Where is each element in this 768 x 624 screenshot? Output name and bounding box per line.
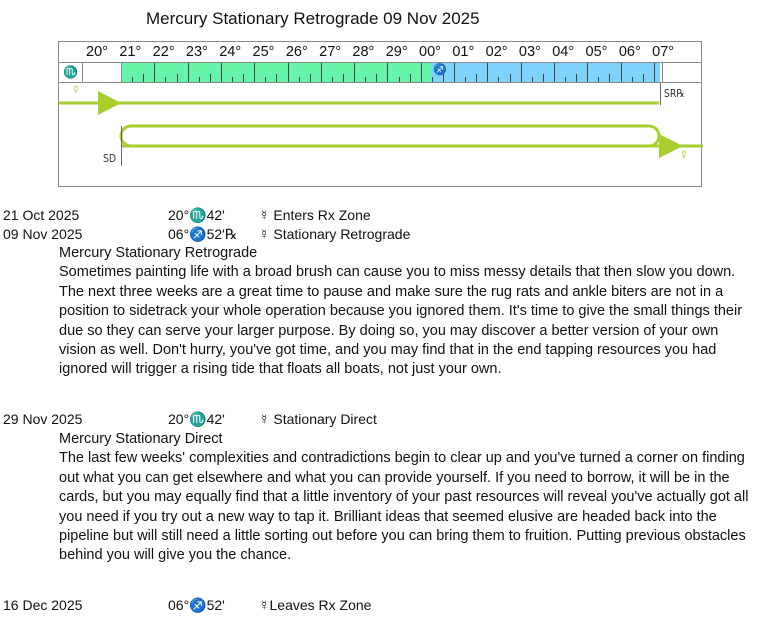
event-date: 09 Nov 2025 bbox=[3, 226, 83, 242]
degree-label: 20° bbox=[86, 44, 108, 60]
degree-label: 04° bbox=[552, 44, 575, 60]
interpretation-stationary-direct bbox=[59, 430, 759, 566]
event-position: 20°♏42' bbox=[168, 411, 225, 427]
interpretation-heading: Mercury Stationary Direct bbox=[59, 431, 223, 447]
station-retrograde-label: SR℞ bbox=[664, 87, 685, 100]
interpretation-text: Sometimes painting life with a broad brush can cause you to miss messy details that then slow you down. The next three weeks are a great time to pause and make sure the rug rats and ankle biters are not in a position to sidetrack your whole operation because you ignored them. It's time to give the small things their due so they can serve your larger purpose. By doing so, you may discover a better version of your own vision as well. Don't hurry, you've got time, and you may find that in the end tapping resources you had ignored will trigger a rising tide that floats all boats, not just your own. bbox=[59, 264, 743, 378]
scorpio-sign-icon: ♏ bbox=[59, 63, 83, 82]
interpretation-text: The last few weeks' complexities and contradictions begin to clear up and you've turned a corner on finding out what you can get elsewhere and what you can provide yourself. If you need to borrow, it will be in the cards, but you may equally find that a little inventory of your past resources will reveal you've actually got all you need if you try out a new way to tap it. Brilliant ideas that seemed elusive are headed back into the pipeline but will still need a little sorting out before you can bring them to fruition. Putting previous obstacles behind you will give you the chance. bbox=[59, 450, 749, 564]
event-position: 06°♐52'℞ bbox=[168, 226, 238, 242]
event-label: ☿ Enters Rx Zone bbox=[259, 207, 371, 223]
degree-label: 27° bbox=[319, 44, 342, 60]
sr-marker bbox=[660, 83, 661, 105]
sagittarius-sign-icon: ♐ bbox=[433, 64, 447, 76]
event-position: 06°♐52' bbox=[168, 597, 225, 613]
degree-label: 26° bbox=[285, 44, 308, 60]
degree-label: 29° bbox=[385, 44, 408, 60]
mercury-end-icon: ☿ bbox=[679, 147, 689, 162]
sd-marker bbox=[121, 126, 122, 166]
degree-label: 02° bbox=[485, 44, 508, 60]
degree-label: 07° bbox=[652, 44, 675, 60]
retrograde-chart bbox=[58, 41, 702, 187]
motion-path bbox=[59, 42, 703, 188]
event-position: 20°♏42' bbox=[168, 207, 225, 223]
degree-label: 05° bbox=[585, 44, 608, 60]
degree-label: 23° bbox=[185, 44, 208, 60]
event-date: 29 Nov 2025 bbox=[3, 411, 83, 427]
degree-label: 01° bbox=[452, 44, 475, 60]
page-title: Mercury Stationary Retrograde 09 Nov 2025 bbox=[146, 9, 480, 28]
event-date: 21 Oct 2025 bbox=[3, 207, 80, 223]
interpretation-stationary-retrograde bbox=[59, 244, 759, 380]
event-date: 16 Dec 2025 bbox=[3, 597, 83, 613]
degree-label: 21° bbox=[119, 44, 142, 60]
degree-label: 28° bbox=[352, 44, 375, 60]
event-label: ☿ Stationary Direct bbox=[259, 411, 377, 427]
station-direct-label: SD bbox=[103, 152, 117, 165]
interpretation-heading: Mercury Stationary Retrograde bbox=[59, 245, 258, 261]
degree-label: 06° bbox=[618, 44, 641, 60]
degree-label: 25° bbox=[252, 44, 275, 60]
degree-label: 00° bbox=[419, 44, 441, 60]
event-label: ☿Leaves Rx Zone bbox=[259, 597, 372, 613]
degree-label: 22° bbox=[152, 44, 175, 60]
event-label: ☿ Stationary Retrograde bbox=[259, 226, 411, 242]
arrow-forward-icon bbox=[98, 91, 121, 115]
degree-label: 03° bbox=[518, 44, 541, 60]
degree-label: 24° bbox=[219, 44, 242, 60]
mercury-start-icon: ☿ bbox=[71, 82, 81, 97]
